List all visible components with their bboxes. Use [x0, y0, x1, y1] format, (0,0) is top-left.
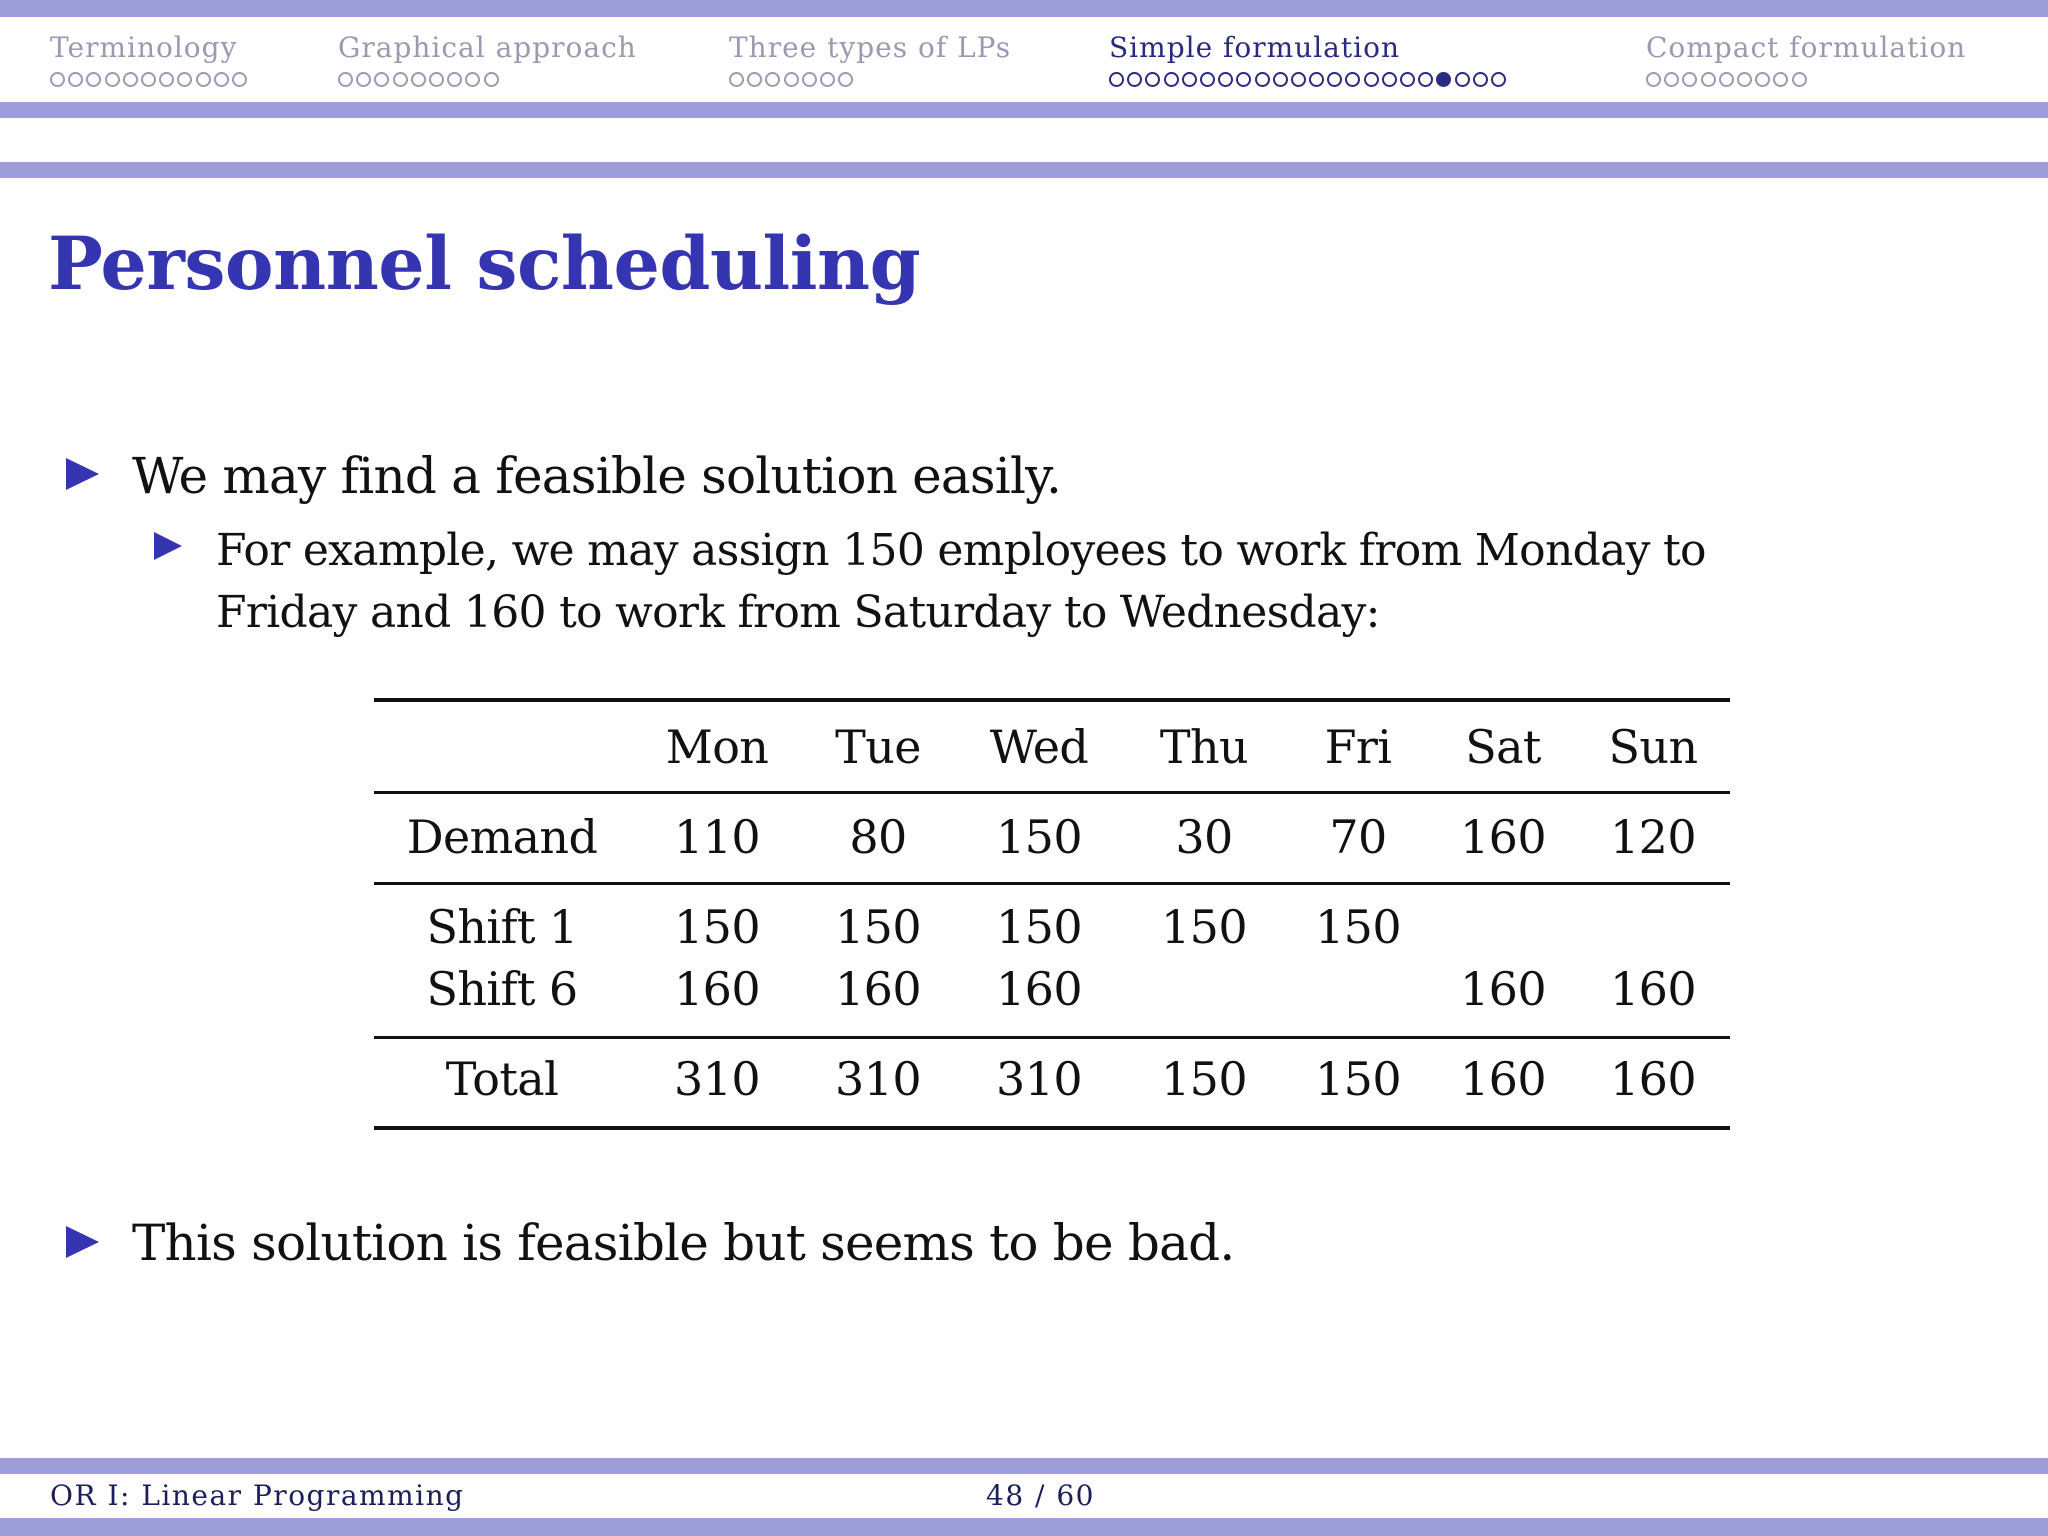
bullet-text: This solution is feasible but seems to be bad.	[132, 1214, 1235, 1272]
table-header-rule	[374, 791, 1730, 794]
frame-dot[interactable]	[1646, 72, 1661, 87]
frame-dot[interactable]	[1400, 72, 1415, 87]
frame-dot[interactable]	[1109, 72, 1124, 87]
frame-dot[interactable]	[159, 72, 174, 87]
table-header-cell: Thu	[1159, 720, 1249, 774]
frame-dot[interactable]	[1773, 72, 1788, 87]
frame-dot[interactable]	[338, 72, 353, 87]
table-row-label: Shift 6	[426, 962, 578, 1016]
frame-dot[interactable]	[123, 72, 138, 87]
frame-dot[interactable]	[747, 72, 762, 87]
frame-dot[interactable]	[1200, 72, 1215, 87]
table-cell: 70	[1329, 810, 1387, 864]
current-frame-dot[interactable]	[1436, 72, 1451, 87]
frame-dot[interactable]	[1345, 72, 1360, 87]
nav-section-label[interactable]: Three types of LPs	[729, 31, 1012, 64]
table-header-cell: Wed	[989, 720, 1089, 774]
table-cell: 120	[1610, 810, 1696, 864]
table-cell: 160	[1460, 810, 1546, 864]
frame-dot[interactable]	[1327, 72, 1342, 87]
nav-frame-dots	[50, 72, 247, 87]
table-header-cell: Mon	[665, 720, 769, 774]
title-bar	[0, 162, 2048, 178]
frame-dot[interactable]	[393, 72, 408, 87]
frame-dot[interactable]	[820, 72, 835, 87]
frame-dot[interactable]	[429, 72, 444, 87]
frame-dot[interactable]	[1164, 72, 1179, 87]
table-demand-rule	[374, 882, 1730, 885]
frame-dot[interactable]	[232, 72, 247, 87]
frame-dot[interactable]	[411, 72, 426, 87]
table-row-label: Total	[445, 1052, 559, 1106]
frame-dot[interactable]	[1682, 72, 1697, 87]
table-cell: 150	[996, 810, 1082, 864]
table-cell: 150	[1161, 1052, 1247, 1106]
frame-dot[interactable]	[1473, 72, 1488, 87]
bullet-triangle-icon	[66, 458, 99, 490]
nav-frame-dots	[338, 72, 637, 87]
frame-dot[interactable]	[1309, 72, 1324, 87]
table-row-label: Demand	[406, 810, 598, 864]
frame-dot[interactable]	[214, 72, 229, 87]
nav-section-compact-formulation[interactable]	[1646, 31, 1967, 87]
frame-dot[interactable]	[1291, 72, 1306, 87]
table-cell: 150	[674, 900, 760, 954]
frame-dot[interactable]	[50, 72, 65, 87]
frame-dot[interactable]	[177, 72, 192, 87]
nav-frame-dots	[1109, 72, 1506, 87]
nav-section-three-types[interactable]	[729, 31, 1012, 87]
frame-dot[interactable]	[838, 72, 853, 87]
frame-dot[interactable]	[1418, 72, 1433, 87]
table-bottom-rule	[374, 1126, 1730, 1130]
footer-bar-top	[0, 1458, 2048, 1474]
nav-section-graphical-approach[interactable]	[338, 31, 637, 87]
frame-dot[interactable]	[1737, 72, 1752, 87]
table-cell: 80	[849, 810, 907, 864]
nav-section-simple-formulation[interactable]	[1109, 31, 1506, 87]
table-cell: 310	[996, 1052, 1082, 1106]
frame-dot[interactable]	[1255, 72, 1270, 87]
frame-dot[interactable]	[1127, 72, 1142, 87]
frame-dot[interactable]	[1364, 72, 1379, 87]
table-cell: 150	[1315, 1052, 1401, 1106]
table-shifts-rule	[374, 1036, 1730, 1039]
frame-dot[interactable]	[1218, 72, 1233, 87]
table-cell: 150	[1315, 900, 1401, 954]
table-cell: 150	[996, 900, 1082, 954]
bullet-triangle-icon	[66, 1226, 99, 1258]
frame-dot[interactable]	[196, 72, 211, 87]
table-cell: 160	[1610, 1052, 1696, 1106]
table-cell: 160	[674, 962, 760, 1016]
footer-bar-bottom	[0, 1518, 2048, 1536]
frame-dot[interactable]	[1382, 72, 1397, 87]
table-cell: 310	[835, 1052, 921, 1106]
bullet-text: We may find a feasible solution easily.	[132, 447, 1062, 505]
frame-dot[interactable]	[765, 72, 780, 87]
nav-section-label[interactable]: Graphical approach	[338, 31, 637, 64]
subbullet-triangle-icon	[154, 532, 182, 560]
header-bar-top	[0, 0, 2048, 17]
table-header-cell: Fri	[1324, 720, 1392, 774]
table-cell: 110	[674, 810, 760, 864]
table-cell: 150	[835, 900, 921, 954]
frame-dot[interactable]	[1664, 72, 1679, 87]
frame-dot[interactable]	[1491, 72, 1506, 87]
table-cell: 310	[674, 1052, 760, 1106]
footer-page-number: 48 / 60	[986, 1479, 1095, 1512]
frame-dot[interactable]	[729, 72, 744, 87]
table-top-rule	[374, 698, 1730, 702]
nav-section-label[interactable]: Compact formulation	[1646, 31, 1967, 64]
subbullet-line-2: Friday and 160 to work from Saturday to Wednesday:	[216, 587, 1380, 638]
frame-dot[interactable]	[1755, 72, 1770, 87]
table-row-label: Shift 1	[426, 900, 578, 954]
table-cell: 160	[1460, 962, 1546, 1016]
frame-dot[interactable]	[802, 72, 817, 87]
frame-dot[interactable]	[1719, 72, 1734, 87]
table-cell: 150	[1161, 900, 1247, 954]
frame-dot[interactable]	[86, 72, 101, 87]
table-cell: 160	[835, 962, 921, 1016]
frame-dot[interactable]	[784, 72, 799, 87]
frame-dot[interactable]	[374, 72, 389, 87]
frame-dot[interactable]	[1273, 72, 1288, 87]
frame-dot[interactable]	[141, 72, 156, 87]
subbullet-line-1: For example, we may assign 150 employees to work from Monday to	[216, 525, 1706, 576]
frame-dot[interactable]	[1701, 72, 1716, 87]
frame-dot[interactable]	[1236, 72, 1251, 87]
frame-dot[interactable]	[1455, 72, 1470, 87]
nav-section-label[interactable]: Simple formulation	[1109, 31, 1400, 64]
header-bar-bottom	[0, 102, 2048, 118]
table-header-cell: Sat	[1465, 720, 1541, 774]
frame-dot[interactable]	[1182, 72, 1197, 87]
nav-frame-dots	[729, 72, 1011, 87]
slide-title: Personnel scheduling	[48, 221, 921, 307]
frame-dot[interactable]	[484, 72, 499, 87]
frame-dot[interactable]	[356, 72, 371, 87]
nav-section-terminology[interactable]	[50, 31, 247, 87]
frame-dot[interactable]	[68, 72, 83, 87]
table-cell: 160	[1610, 962, 1696, 1016]
frame-dot[interactable]	[1145, 72, 1160, 87]
schedule-table	[374, 698, 1730, 1132]
table-cell: 30	[1175, 810, 1233, 864]
table-header-cell: Tue	[835, 720, 921, 774]
nav-section-label[interactable]: Terminology	[50, 31, 238, 64]
table-cell: 160	[996, 962, 1082, 1016]
frame-dot[interactable]	[105, 72, 120, 87]
nav-frame-dots	[1646, 72, 1966, 87]
frame-dot[interactable]	[465, 72, 480, 87]
frame-dot[interactable]	[447, 72, 462, 87]
table-cell: 160	[1460, 1052, 1546, 1106]
table-header-cell: Sun	[1608, 720, 1698, 774]
frame-dot[interactable]	[1792, 72, 1807, 87]
footer-course-title: OR I: Linear Programming	[50, 1479, 465, 1512]
